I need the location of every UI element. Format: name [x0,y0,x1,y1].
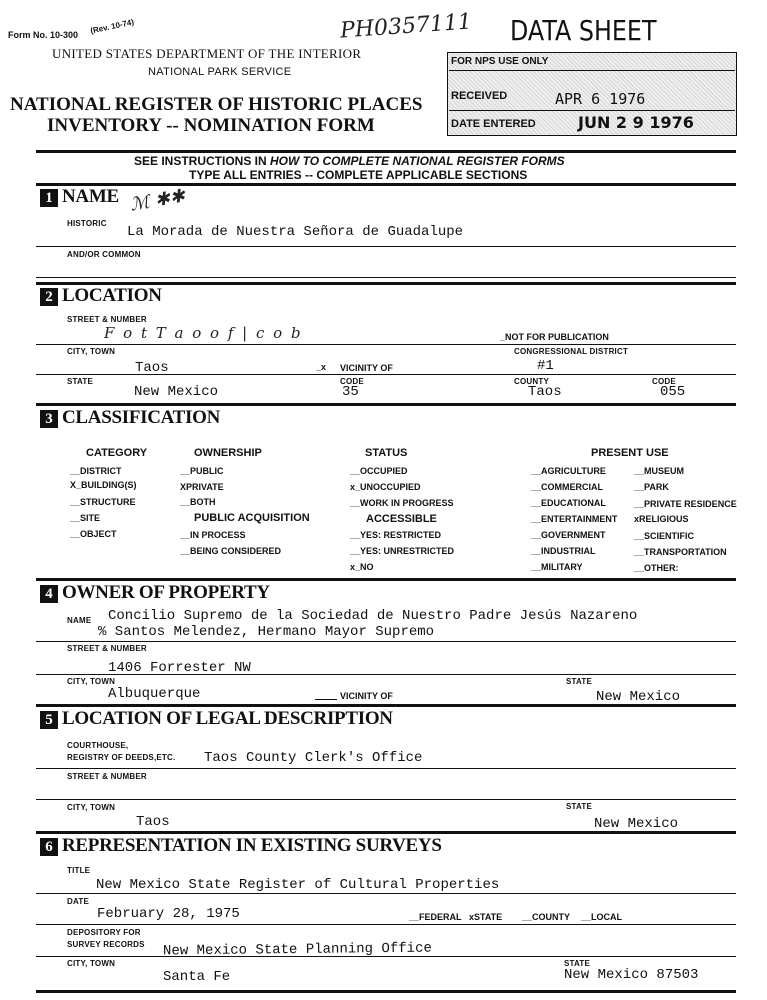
section-2-number: 2 [40,288,58,306]
survey-title-label: TITLE [67,866,91,875]
street-handwritten: F o t T a o o f | c o b [104,324,303,342]
courthouse-label: COURTHOUSE, [67,741,129,750]
status-work-in-progress: __WORK IN PROGRESS [350,498,454,508]
ownership-both: __BOTH [180,497,216,507]
vicinity-mark: _x [316,362,327,372]
accessible-restricted: __YES: RESTRICTED [350,530,442,540]
owner-state-label: STATE [566,677,593,686]
use-commercial: __COMMERCIAL [531,482,604,492]
state-value: New Mexico [134,384,219,400]
handwritten-mark: ℳ ✱✱ [128,185,187,216]
received-stamp: APR 6 1976 [555,90,646,108]
owner-vicinity-label: VICINITY OF [340,691,393,701]
acquisition-in-process: __IN PROCESS [180,530,246,540]
present-use-header: PRESENT USE [591,447,669,459]
use-scientific: __SCIENTIFIC [634,531,695,541]
survey-date-label: DATE [67,897,89,906]
state-code-label: CODE [340,377,364,386]
historic-name: La Morada de Nuestra Señora de Guadalupe [127,224,464,240]
survey-city-label: CITY, TOWN [67,959,116,968]
registry-label: REGISTRY OF DEEDS,ETC. [67,753,176,762]
form-number: Form No. 10-300 [8,30,79,40]
category-structure: __STRUCTURE [70,497,136,507]
use-private-residence: __PRIVATE RESIDENCE [634,499,737,509]
congress-value: #1 [537,358,554,374]
owner-city-label: CITY, TOWN [67,677,116,686]
status-header: STATUS [365,447,408,459]
section-1-title: NAME [62,186,119,207]
use-industrial: __INDUSTRIAL [531,546,596,556]
survey-date-value: February 28, 1975 [97,906,240,922]
owner-name-line2: % Santos Melendez, Hermano Mayor Supremo [98,624,435,640]
historic-label: HISTORIC [67,219,107,228]
state-code: 35 [342,384,359,400]
section-5-number: 5 [40,711,58,729]
section-2-title: LOCATION [62,285,162,306]
owner-name-line1: Concilio Supremo de la Sociedad de Nuestro Padre Jesús Nazareno [108,608,638,624]
handwritten-reference: PH0357111 [339,9,473,44]
form-title-line2: INVENTORY -- NOMINATION FORM [47,115,375,136]
ownership-header: OWNERSHIP [194,447,262,459]
survey-state-value: New Mexico 87503 [564,967,699,983]
street-label: STREET & NUMBER [67,315,147,324]
county-code: 055 [660,384,686,400]
section-6-title: REPRESENTATION IN EXISTING SURVEYS [62,835,442,856]
instructions-line1: SEE INSTRUCTIONS IN HOW TO COMPLETE NATIONAL REGISTER FORMS [134,154,565,168]
use-military: __MILITARY [531,562,583,572]
instructions-line2: TYPE ALL ENTRIES -- COMPLETE APPLICABLE SECTIONS [189,168,528,182]
legal-street-label: STREET & NUMBER [67,772,147,781]
registry-value: Taos County Clerk's Office [204,750,423,766]
date-entered-stamp: JUN 2 9 1976 [578,113,694,132]
use-agriculture: __AGRICULTURE [531,466,606,476]
acquisition-header: PUBLIC ACQUISITION [194,512,310,524]
use-religious: xRELIGIOUS [634,514,689,524]
owner-state-value: New Mexico [596,689,681,705]
use-entertainment: __ENTERTAINMENT [531,514,618,524]
level-county: __COUNTY [522,912,571,922]
section-3-title: CLASSIFICATION [62,407,221,428]
accessible-header: ACCESSIBLE [366,513,437,525]
legal-state-value: New Mexico [594,816,679,832]
ownership-private: XPRIVATE [180,482,224,492]
depository-label: DEPOSITORY FOR [67,928,141,937]
accessible-unrestricted: __YES: UNRESTRICTED [350,546,455,556]
congress-label: CONGRESSIONAL DISTRICT [514,347,629,356]
section-4-title: OWNER OF PROPERTY [62,582,270,603]
category-object: __OBJECT [70,529,117,539]
department-name: UNITED STATES DEPARTMENT OF THE INTERIOR [52,46,362,61]
county-value: Taos [528,384,562,400]
owner-street-label: STREET & NUMBER [67,644,147,653]
category-site: __SITE [70,513,101,523]
level-federal: __FEDERAL [409,912,462,922]
form-revision: (Rev. 10-74) [89,17,135,36]
level-local: __LOCAL [581,912,623,922]
use-educational: __EDUCATIONAL [531,498,606,508]
section-5-title: LOCATION OF LEGAL DESCRIPTION [62,708,393,729]
common-label: AND/OR COMMON [67,250,141,259]
use-museum: __MUSEUM [634,466,685,476]
survey-title-value: New Mexico State Register of Cultural Properties [96,877,500,893]
nps-use-label: FOR NPS USE ONLY [451,56,549,67]
survey-records-label: SURVEY RECORDS [67,940,145,949]
survey-city-value: Santa Fe [163,969,231,985]
section-4-number: 4 [40,585,58,603]
category-district: __DISTRICT [70,466,122,476]
service-name: NATIONAL PARK SERVICE [148,66,292,78]
category-buildings: X_BUILDING(S) [70,480,137,490]
section-1-number: 1 [40,189,58,207]
owner-street-value: 1406 Forrester NW [108,660,251,676]
section-6-number: 6 [40,838,58,856]
county-label: COUNTY [514,377,549,386]
not-for-publication: _NOT FOR PUBLICATION [500,332,609,342]
status-occupied: __OCCUPIED [350,466,408,476]
use-transportation: __TRANSPORTATION [634,547,727,557]
city-label: CITY, TOWN [67,347,116,356]
accessible-no: x_NO [350,562,374,572]
level-state: xSTATE [469,912,503,922]
legal-city-value: Taos [136,814,170,830]
section-3-number: 3 [40,410,58,428]
status-unoccupied: x_UNOCCUPIED [350,482,421,492]
use-park: __PARK [634,482,669,492]
county-code-label: CODE [652,377,676,386]
use-other: __OTHER: [634,563,679,573]
owner-city-value: Albuquerque [108,686,201,702]
form-title-line1: NATIONAL REGISTER OF HISTORIC PLACES [10,94,423,115]
received-label: RECEIVED [451,90,508,102]
vicinity-label: VICINITY OF [340,363,393,373]
state-label: STATE [67,377,94,386]
date-entered-label: DATE ENTERED [451,118,536,130]
survey-records-value: New Mexico State Planning Office [162,940,432,960]
legal-city-label: CITY, TOWN [67,803,116,812]
data-sheet-label: DATA SHEET [510,14,657,47]
category-header: CATEGORY [86,447,148,459]
use-government: __GOVERNMENT [531,530,606,540]
owner-name-label: NAME [67,616,92,625]
legal-state-label: STATE [566,802,593,811]
ownership-public: __PUBLIC [180,466,224,476]
acquisition-being-considered: __BEING CONSIDERED [180,546,282,556]
city-value: Taos [135,360,169,376]
survey-state-label: STATE [564,959,591,968]
